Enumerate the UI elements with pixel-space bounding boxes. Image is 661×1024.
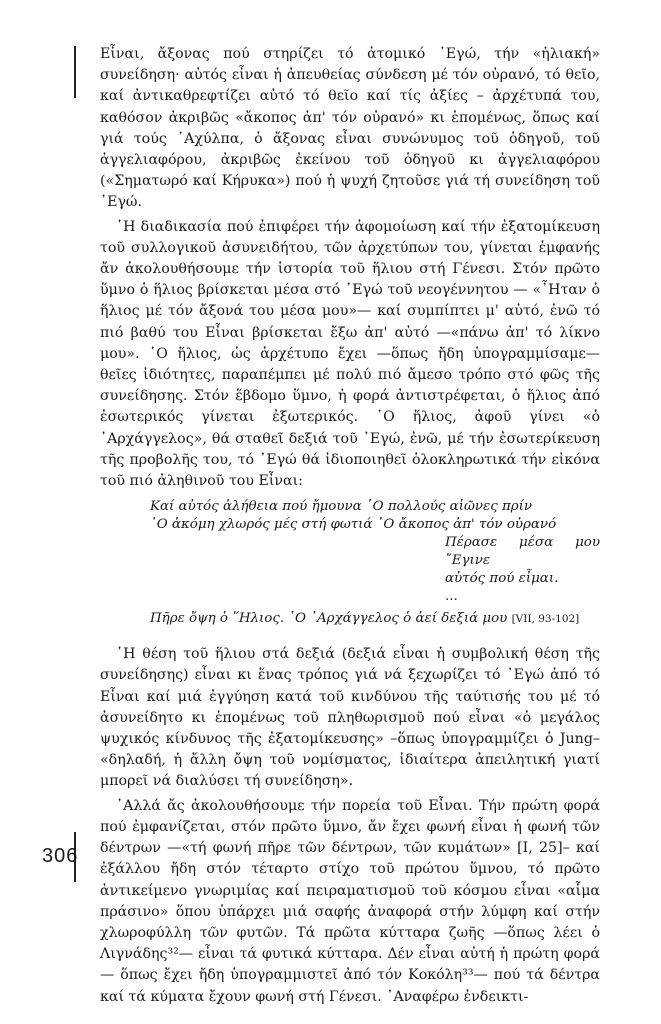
paragraph-2: ῾Η διαδικασία πού ἐπιφέρει τήν ἀφομοίωση καί τήν ἐξατομίκευση τοῦ συλλογικοῦ ἀσυνειδήτου, τῶν ἀρχετύπων του, γίνεται ἐμφανής ἄν ἀκολουθήσουμε τήν ἱστορία τοῦ ἥλιου στή Γένεσι. Στόν πρῶτο ὕμνο ὁ ἥλιος βρίσκεται μέσα στό ᾿Εγώ τοῦ νεογέννητου — «῏Ηταν ὁ ἥλιος μέ τόν ἄξονά του μέσα μου»— καί συμπίπτει μ' αὐτό, ἐνῶ τό πιό βαθύ του Εἶναι βρίσκεται ἔξω ἀπ' αὐτό —«πάνω ἀπ' τό λίκνο μου». ῾Ο ἥλιος, ὡς ἀρχέτυπο ἔχει —ὅπως ἤδη ὑπογραμμίσαμε— θεῖες ἰδιότητες, παραπέμπει μέ πολύ πιό ἄμεσο τρόπο στό φῶς τῆς συνείδησης. Στόν ἕβδομο ὕμνο, ἡ φορά ἀντιστρέφεται, ὁ ἥλιος ἀπό ἐσωτερικός γίνεται ἐξωτερικός. ῾Ο ἥλιος, ἀφοῦ γίνει «ὁ ᾿Αρχάγγελος», θά σταθεῖ δεξιά τοῦ ᾿Εγώ, ἐνῶ, μέ τήν ἐσωτερίκευση τῆς προβολῆς του, τό ᾿Εγώ θά ἰδιοποιηθεῖ ὁλοκληρωτικά τήν εἰκόνα τοῦ πιό ἀληθινοῦ του Εἶναι: — [100, 218, 600, 490]
paragraph-3: ῾Η θέση τοῦ ἥλιου στά δεξιά (δεξιά εἶναι ἡ συμβολική θέση τῆς συνείδησης) εἶναι κι ἕνας τρόπος γιά νά ξεχωρίζει τό ᾿Εγώ ἀπό τό Εἶναι καί μιά ἐγγύηση κατά τοῦ κινδύνου τῆς ταύτισής του μέ τό ἀσυνείδητο κι ἑπομένως τοῦ πληθωρισμοῦ πού εἶναι «ὁ μεγάλος ψυχικός κίνδυνος τῆς ἐξατομίκευσης» –ὅπως ὑπογραμμίζει ὁ Jung– «δηλαδή, ἡ ἄλλη ὄψη τοῦ νομίσματος, ἰδιαίτερα ἀπειλητική γιατί μπορεῖ νά διαλύσει τή συνείδηση». — [100, 646, 600, 790]
poem-line: αὐτός πού εἶμαι. — [445, 571, 559, 587]
paragraph-4: ᾿Αλλά ἄς ἀκολουθήσουμε τήν πορεία τοῦ Εἶναι. Τήν πρώτη φορά πού ἐμφανίζεται, στόν πρῶτο ὕμνο, ἄν ἔχει φωνή εἶναι ἡ φωνή τῶν δέντρων —«τή φωνή πῆρε τῶν δέντρων, τῶν κυμάτων» [I, 25]– καί ἐξάλλου ἤδη στόν τέταρτο στίχο τοῦ πρώτου ὕμνου, τό πρῶτο ἀντικείμενο γνωριμίας καί πειραματισμοῦ τοῦ κόσμου εἶναι «αἷμα πράσινο» ὅπου ὑπάρχει μιά σαφής ἀναφορά στήν λύμφη καί στήν χλωροφύλλη τῶν φυτῶν. Τά πρῶτα κύτταρα ζωῆς —ὅπως λέει ὁ Λιγνάδης³²— εἶναι τά φυτικά κύτταρα. Δέν εἶναι αὐτή ἡ πρώτη φορά— ὅπως ἔχει ἤδη ὑπογραμμιστεῖ ἀπό τόν Κοκόλη³³— πού τά δέντρα καί τά κύματα ἔχουν φωνή στή Γένεσι. ᾿Αναφέρω ἐνδεικτι- — [100, 797, 600, 1005]
page-body — [100, 44, 600, 1011]
poem-line: Πέρασε μέσα μου ῎Εγινε — [445, 535, 600, 569]
poem-reference: [VII, 93-102] — [511, 613, 580, 626]
paragraph-1: Εἶναι, ἄξονας πού στηρίζει τό ἀτομικό ᾿Εγώ, τήν «ἡλιακή» συνείδηση· αὐτός εἶναι ἡ ἀπευθείας σύνδεση μέ τόν οὐρανό, τό θεῖο, καί ἀντικαθρεφτίζει αὐτό τό θεῖο καί τίς ἀξίες – ἀρχέτυπά του, καθόσον ἀκριβῶς «ἄκοπος ἀπ' τόν οὐρανό» κι ἑπομένως, ὅπως καί γιά τούς ᾿Αχύλπα, ὁ ἄξονας εἶναι συνώνυμος τοῦ ὁδηγοῦ, τοῦ ἀγγελιαφόρου, ἀκριβῶς ἐκείνου τοῦ ὁδηγοῦ κι ἀγγελιαφόρου («Σηματωρό καί Κήρυκα») πού ἡ ψυχή ζητοῦσε γιά τή συνείδηση τοῦ ᾿Εγώ. — [100, 46, 600, 211]
poem-quote — [150, 498, 600, 628]
poem-ellipsis: ... — [445, 589, 458, 605]
page-number: 306 — [42, 845, 79, 867]
margin-rule-top — [74, 46, 76, 98]
poem-line: ῾Ο ἀκόμη χλωρός μές στή φωτιά ῾Ο ἄκοπος ἀπ' τόν οὐρανό — [150, 517, 557, 533]
poem-line: Καί αὐτός ἀλήθεια πού ἤμουνα ῾Ο πολλούς αἰῶνες πρίν — [150, 499, 533, 515]
poem-line: Πῆρε ὄψη ὁ ῞Ηλιος. ῾Ο ᾿Αρχάγγελος ὁ ἀεί δεξιά μου — [150, 611, 508, 627]
